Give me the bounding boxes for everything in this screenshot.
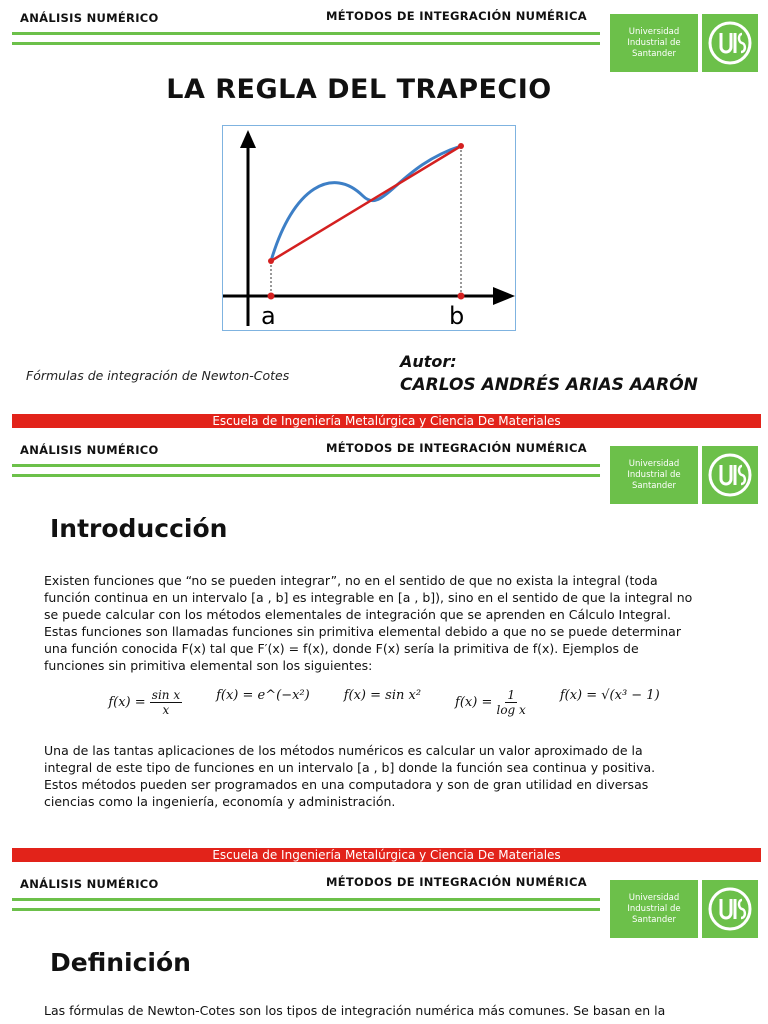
footer-school: Escuela de Ingeniería Metalúrgica y Ciencia De Materiales [12, 848, 761, 862]
header-rule [12, 474, 600, 477]
university-logo-text: Universidad Industrial de Santander [610, 446, 698, 504]
section-title-introduction: Introducción [50, 514, 228, 543]
section-title-definition: Definición [50, 948, 191, 977]
header-course: ANÁLISIS NUMÉRICO [20, 443, 159, 457]
uis-logo-icon [702, 14, 758, 72]
cover-caption: Fórmulas de integración de Newton-Cotes [26, 368, 290, 383]
axis-label-a: a [261, 302, 276, 330]
definition-paragraph: Las fórmulas de Newton-Cotes son los tipos de integración numérica más comunes. Se basan en la [44, 1003, 666, 1018]
header-topic: MÉTODOS DE INTEGRACIÓN NUMÉRICA [326, 875, 587, 889]
formula-exp: f(x) = e^(−x²) [216, 688, 310, 703]
header-course: ANÁLISIS NUMÉRICO [20, 877, 159, 891]
header-rule [12, 908, 600, 911]
formula-inverse-log: f(x) = $\frac{1}{\text{log x}}$ [455, 688, 526, 717]
university-logo-text: Universidad Industrial de Santander [610, 880, 698, 938]
header-topic: MÉTODOS DE INTEGRACIÓN NUMÉRICA [326, 9, 587, 23]
header-rule [12, 898, 600, 901]
author-name: CARLOS ANDRÉS ARIAS AARÓN [400, 375, 698, 395]
uis-logo-icon [702, 446, 758, 504]
intro-paragraph-2: Una de las tantas aplicaciones de los métodos numéricos es calcular un valor aproximado de la integral de este tipo de funciones en un intervalo [a , b] donde la función sea continua y positiva. Estos métodos pueden ser programados en una computadora y son de gran utilidad en diversas ciencias como la ingeniería, economía y administración. [44, 743, 656, 809]
axis-label-b: b [449, 302, 465, 330]
formula-sqrt: f(x) = √(x³ − 1) [559, 688, 660, 703]
header-rule [12, 464, 600, 467]
footer-school: Escuela de Ingeniería Metalúrgica y Ciencia De Materiales [12, 414, 761, 428]
formula-row [0, 688, 768, 717]
university-logo-text: Universidad Industrial de Santander [610, 14, 698, 72]
uis-logo-icon [702, 880, 758, 938]
slide-definition [0, 866, 768, 1024]
formula-sin-x2: f(x) = sin x² [343, 688, 422, 703]
header-rule [12, 42, 600, 45]
author-label: Autor: [400, 352, 457, 371]
trapezoid-diagram [222, 125, 516, 331]
slide-cover [0, 0, 768, 430]
intro-paragraph-1: Existen funciones que “no se pueden integrar”, no en el sentido de que no exista la integral (toda función continua en un intervalo [a , b] es integrable en [a , b]), sino en el sentido de que la integral no se puede calcular con los métodos elementales de integración que se aprenden en Cálculo Integral. Estas funciones son llamadas funciones sin primitiva elemental debido a que no se puede determinar una función conocida F(x) tal que F′(x) = f(x), donde F(x) sería la primitiva de f(x). Ejemplos de funciones sin primitiva elemental son los siguientes: [44, 573, 693, 673]
formula-sinx-over-x: f(x) = $\frac{\text{sin x}}{x}$ [108, 688, 181, 717]
page-title: LA REGLA DEL TRAPECIO [166, 74, 552, 105]
header-rule [12, 32, 600, 35]
header-course: ANÁLISIS NUMÉRICO [20, 11, 159, 25]
header-topic: MÉTODOS DE INTEGRACIÓN NUMÉRICA [326, 441, 587, 455]
